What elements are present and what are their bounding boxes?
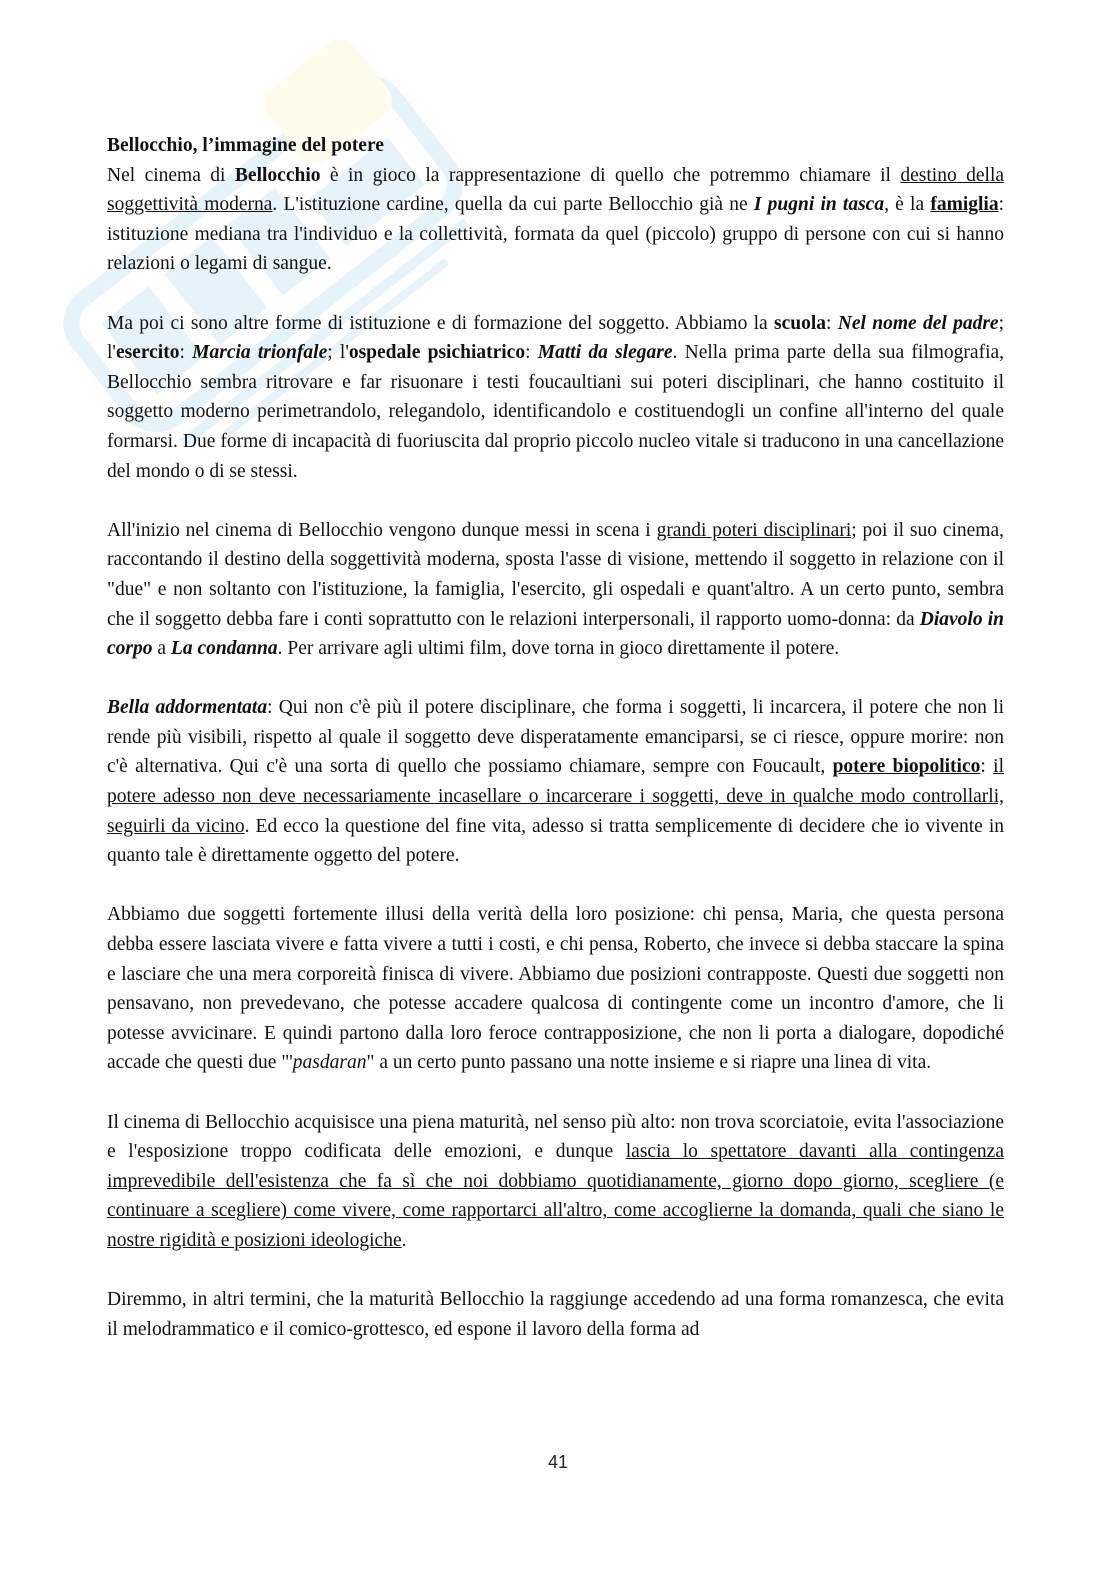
text: Ma poi ci sono altre forme di istituzione e di formazione del soggetto. Abbiamo la — [107, 312, 775, 334]
text: , è la — [884, 194, 931, 216]
film-title: Diavolo in corpo — [107, 608, 1004, 660]
paragraph-7 — [107, 1285, 1004, 1344]
italic-text: pasdaran — [292, 1052, 367, 1074]
text: a — [152, 638, 171, 660]
text: : Qui non c'è più il potere disciplinare, che forma i soggetti, li incarcera, il potere che non li rende più visibili, rispetto al quale il soggetto deve disperatamente emanciparsi, se ci riesce, oppure morire: non c'è alternativa. Qui c'è una sorta di quello che possiamo chiamare, sempre con Foucault, — [107, 697, 1005, 778]
text: : — [826, 312, 838, 334]
text: . L'istituzione cardine, quella da cui parte Bellocchio già ne — [272, 194, 754, 216]
underlined-text: il potere adesso non deve necessariamente incasellare o incarcerare i soggetti, deve in qualche modo controllarli, seguirli da vicino — [107, 756, 1004, 837]
underlined-text: lascia lo spettatore davanti alla contingenza imprevedibile dell'esistenza che fa sì che noi dobbiamo quotidianamente, giorno dopo giorno, scegliere (e continuare a scegliere) come vivere, come rapportarci all'altro, come accoglierne la domanda, quali che siano le nostre rigidità e posizioni ideologiche — [107, 1141, 1004, 1251]
text: Nel cinema di — [107, 164, 235, 186]
paragraph-6 — [107, 1108, 1004, 1256]
bold-text: scuola — [774, 312, 827, 334]
text: ; poi il suo cinema, raccontando il destino della soggettività moderna, sposta l'asse di visione, mettendo il soggetto in relazione con il "due" e non soltanto con l'istituzione, la famiglia, l'esercito, gli ospedali e quant'altro. A un certo punto, sembra che il soggetto debba fare i conti soprattutto con le relazioni interpersonali, il rapporto uomo-donna: da — [107, 519, 1004, 630]
page-number: 41 — [547, 1452, 569, 1472]
paragraph-1 — [107, 161, 1004, 279]
text: ; l' — [327, 342, 349, 364]
keyword: potere biopolitico — [832, 756, 981, 778]
film-title: La condanna — [170, 638, 278, 660]
text: . Nella prima parte della sua filmografia, Bellocchio sembra ritrovare e far risuonare i testi foucaultiani sui poteri disciplinari, che hanno costituito il soggetto moderno perimetrandolo, relegandolo, identificandolo e costituendogli un confine all'interno del quale formarsi. Due forme di incapacità di fuoriuscita dal proprio piccolo nucleo vitale si traducono in una cancellazione del mondo o di se stessi. — [107, 342, 1005, 482]
text: : — [179, 342, 193, 364]
underlined-text: destino della soggettività moderna — [107, 164, 1005, 216]
paragraph-5 — [107, 900, 1004, 1078]
film-title: Matti da slegare — [537, 342, 673, 364]
bold-text: ospedale psichiatrico — [348, 342, 526, 364]
text: : istituzione mediana tra l'individuo e la collettività, formata da quel (piccolo) gruppo di persone con cui si hanno relazioni o legami di sangue. — [107, 194, 1004, 275]
bold-text: Bellocchio — [234, 164, 321, 186]
film-title: Bella addormentata — [107, 697, 268, 719]
text: . — [401, 1229, 407, 1251]
text: Abbiamo due soggetti fortemente illusi della verità della loro posizione: chi pensa, Maria, che questa persona debba essere lasciata vivere e fatta vivere a tutti i costi, e chi pensa, Roberto, che invece si debba staccare la spina e lasciare che una mera corporeità finisca di vivere. Abbiamo due posizioni contrapposte. Questi due soggetti non pensavano, non prevedevano, che potesse accadere qualcosa di contingente come un incontro d'amore, che li potesse avvicinare. E quindi partono dalla loro feroce contrapposizione, che non li porta a dialogare, dopodiché accade che questi due "' — [107, 904, 1004, 1074]
text: è in gioco la rappresentazione di quello che potremmo chiamare il — [320, 164, 901, 186]
text: " a un certo punto passano una notte insieme e si riapre una linea di vita. — [366, 1052, 932, 1074]
bold-text: esercito — [115, 342, 180, 364]
paragraph-3 — [107, 516, 1004, 664]
text: . Ed ecco la questione del fine vita, adesso si tratta semplicemente di decidere che io vivente in quanto tale è direttamente oggetto del potere. — [107, 815, 1005, 867]
text: ; l' — [107, 312, 1005, 364]
text: : — [525, 342, 538, 364]
document-body — [107, 131, 1004, 1344]
paragraph-4 — [107, 693, 1004, 871]
text: : — [980, 756, 994, 778]
keyword: famiglia — [930, 194, 999, 216]
text: Diremmo, in altri termini, che la maturità Bellocchio la raggiunge accedendo ad una forma romanzesca, che evita il melodrammatico e il comico-grottesco, ed espone il lavoro della forma ad — [107, 1289, 1004, 1340]
film-title: Nel nome del padre — [837, 312, 999, 334]
text: . Per arrivare agli ultimi film, dove torna in gioco direttamente il potere. — [277, 638, 840, 660]
film-title: Marcia trionfale — [192, 342, 328, 364]
section-title: Bellocchio, l’immagine del potere — [107, 135, 384, 156]
text: Il cinema di Bellocchio acquisisce una piena maturità, nel senso più alto: non trova scorciatoie, evita l'associazione e l'esposizione troppo codificata delle emozioni, e dunque — [107, 1111, 1004, 1163]
film-title: I pugni in tasca — [753, 194, 885, 216]
underlined-text: grandi poteri disciplinari — [656, 519, 852, 541]
text: All'inizio nel cinema di Bellocchio vengono dunque messi in scena i — [107, 519, 657, 541]
paragraph-2 — [107, 309, 1004, 487]
